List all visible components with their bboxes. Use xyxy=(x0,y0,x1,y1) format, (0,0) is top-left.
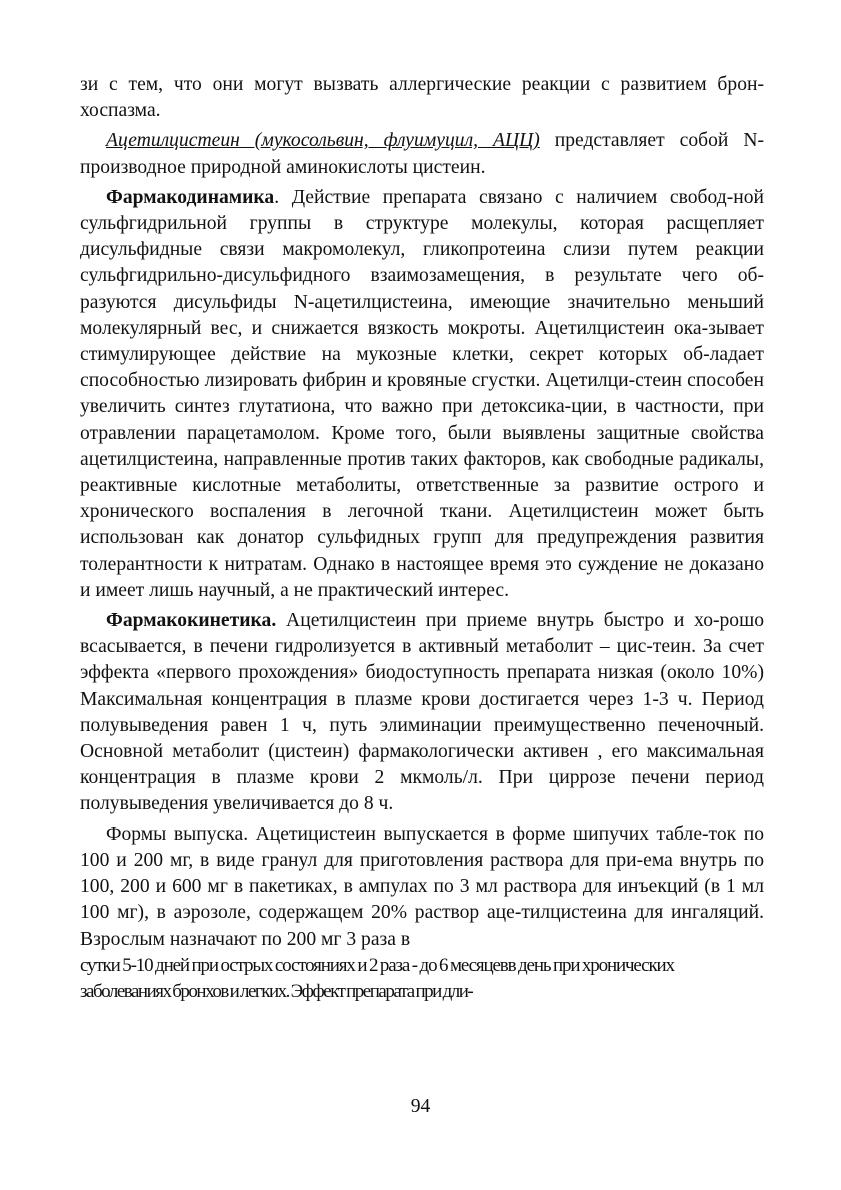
paragraph-text: Формы выпуска. Ацетицистеин выпускается в форме шипучих табле-ток по 100 и 200 мг, в виде гранул для приготовления раствора для при-ема внутрь по 100, 200 и 600 мг в пакетиках, в ампулах по 3 мл раствора для инъекций (в 1 мл 100 мг), в аэрозоле, содержащем 20% раствор аце-тилцистеина для ингаляций. Взрослым назначают по 200 мг 3 раза в xyxy=(80,823,764,950)
paragraph-pharmacokinetics xyxy=(80,608,764,818)
paragraph-continuation xyxy=(80,72,764,124)
section-heading-pharmacodynamics: Фармакодинамика xyxy=(106,186,275,208)
paragraph-release-forms xyxy=(80,822,764,1005)
paragraph-acetylcysteine-intro xyxy=(80,128,764,180)
paragraph-pharmacodynamics xyxy=(80,185,764,604)
paragraph-text: . Действие препарата связано с наличием свобод-ной сульфгидрильной группы в структуре молекулы, которая расщепляет дисульфидные связи макромолекул, гликопротеина слизи путем реакции сульфгидрильно-дисульфидного взаимозамещения, в результате чего об-разуются дисульфиды N-ацетилцистеина, имеющие значительно меньший молекулярный вес, и снижается вязкость мокроты. Ацетилцистеин ока-зывает стимулирующее действие на мукозные клетки, секрет которых об-ладает способностью лизировать фибрин и кровяные сгустки. Ацетилци-стеин способен увеличить синтез глутатиона, что важно при детоксика-ции, в частности, при отравлении парацетамолом. Кроме того, были выявлены защитные свойства ацетилцистеина, направленные против таких факторов, как свободные радикалы, реактивные кислотные метаболиты, ответственные за развитие острого и хронического воспаления в легочной ткани. Ацетилцистеин может быть использован как донатор сульфидных групп для предупреждения развития толерантности к нитратам. Однако в настоящее время это суждение не доказано и имеет лишь научный, а не практический интерес. xyxy=(80,186,764,601)
drug-name-heading: Ацетилцистеин (мукосольвин, флуимуцил, АЦЦ) xyxy=(106,130,540,152)
paragraph-text: представляет собой N-производное природной аминокислоты цистеин. xyxy=(80,130,764,178)
paragraph-condensed-line: сутки 5-10 дней при острых состояниях и 2 раза - до 6 месяцевв день при хронических xyxy=(80,954,674,976)
paragraph-condensed-line: заболеваниях бронхов и легких. Эффект препарата при дли- xyxy=(80,980,473,1002)
paragraph-text: Ацетилцистеин при приеме внутрь быстро и хо-рошо всасывается, в печени гидролизуется в активный метаболит – цис-теин. За счет эффекта «первого прохождения» биодоступность препарата низкая (около 10%) Максимальная концентрация в плазме крови достигается через 1-3 ч. Период полувыведения равен 1 ч, путь элиминации преимущественно печеночный. Основной метаболит (цистеин) фармакологически активен , его максимальная концентрация в плазме крови 2 мкмоль/л. При циррозе печени период полувыведения увеличивается до 8 ч. xyxy=(80,610,764,815)
section-heading-pharmacokinetics: Фармакокинетика. xyxy=(106,610,277,632)
page-number: 94 xyxy=(410,1096,431,1117)
paragraph-text: зи с тем, что они могут вызвать аллергические реакции с развитием брон-хоспазма. xyxy=(80,74,764,122)
document-page xyxy=(80,72,764,1005)
